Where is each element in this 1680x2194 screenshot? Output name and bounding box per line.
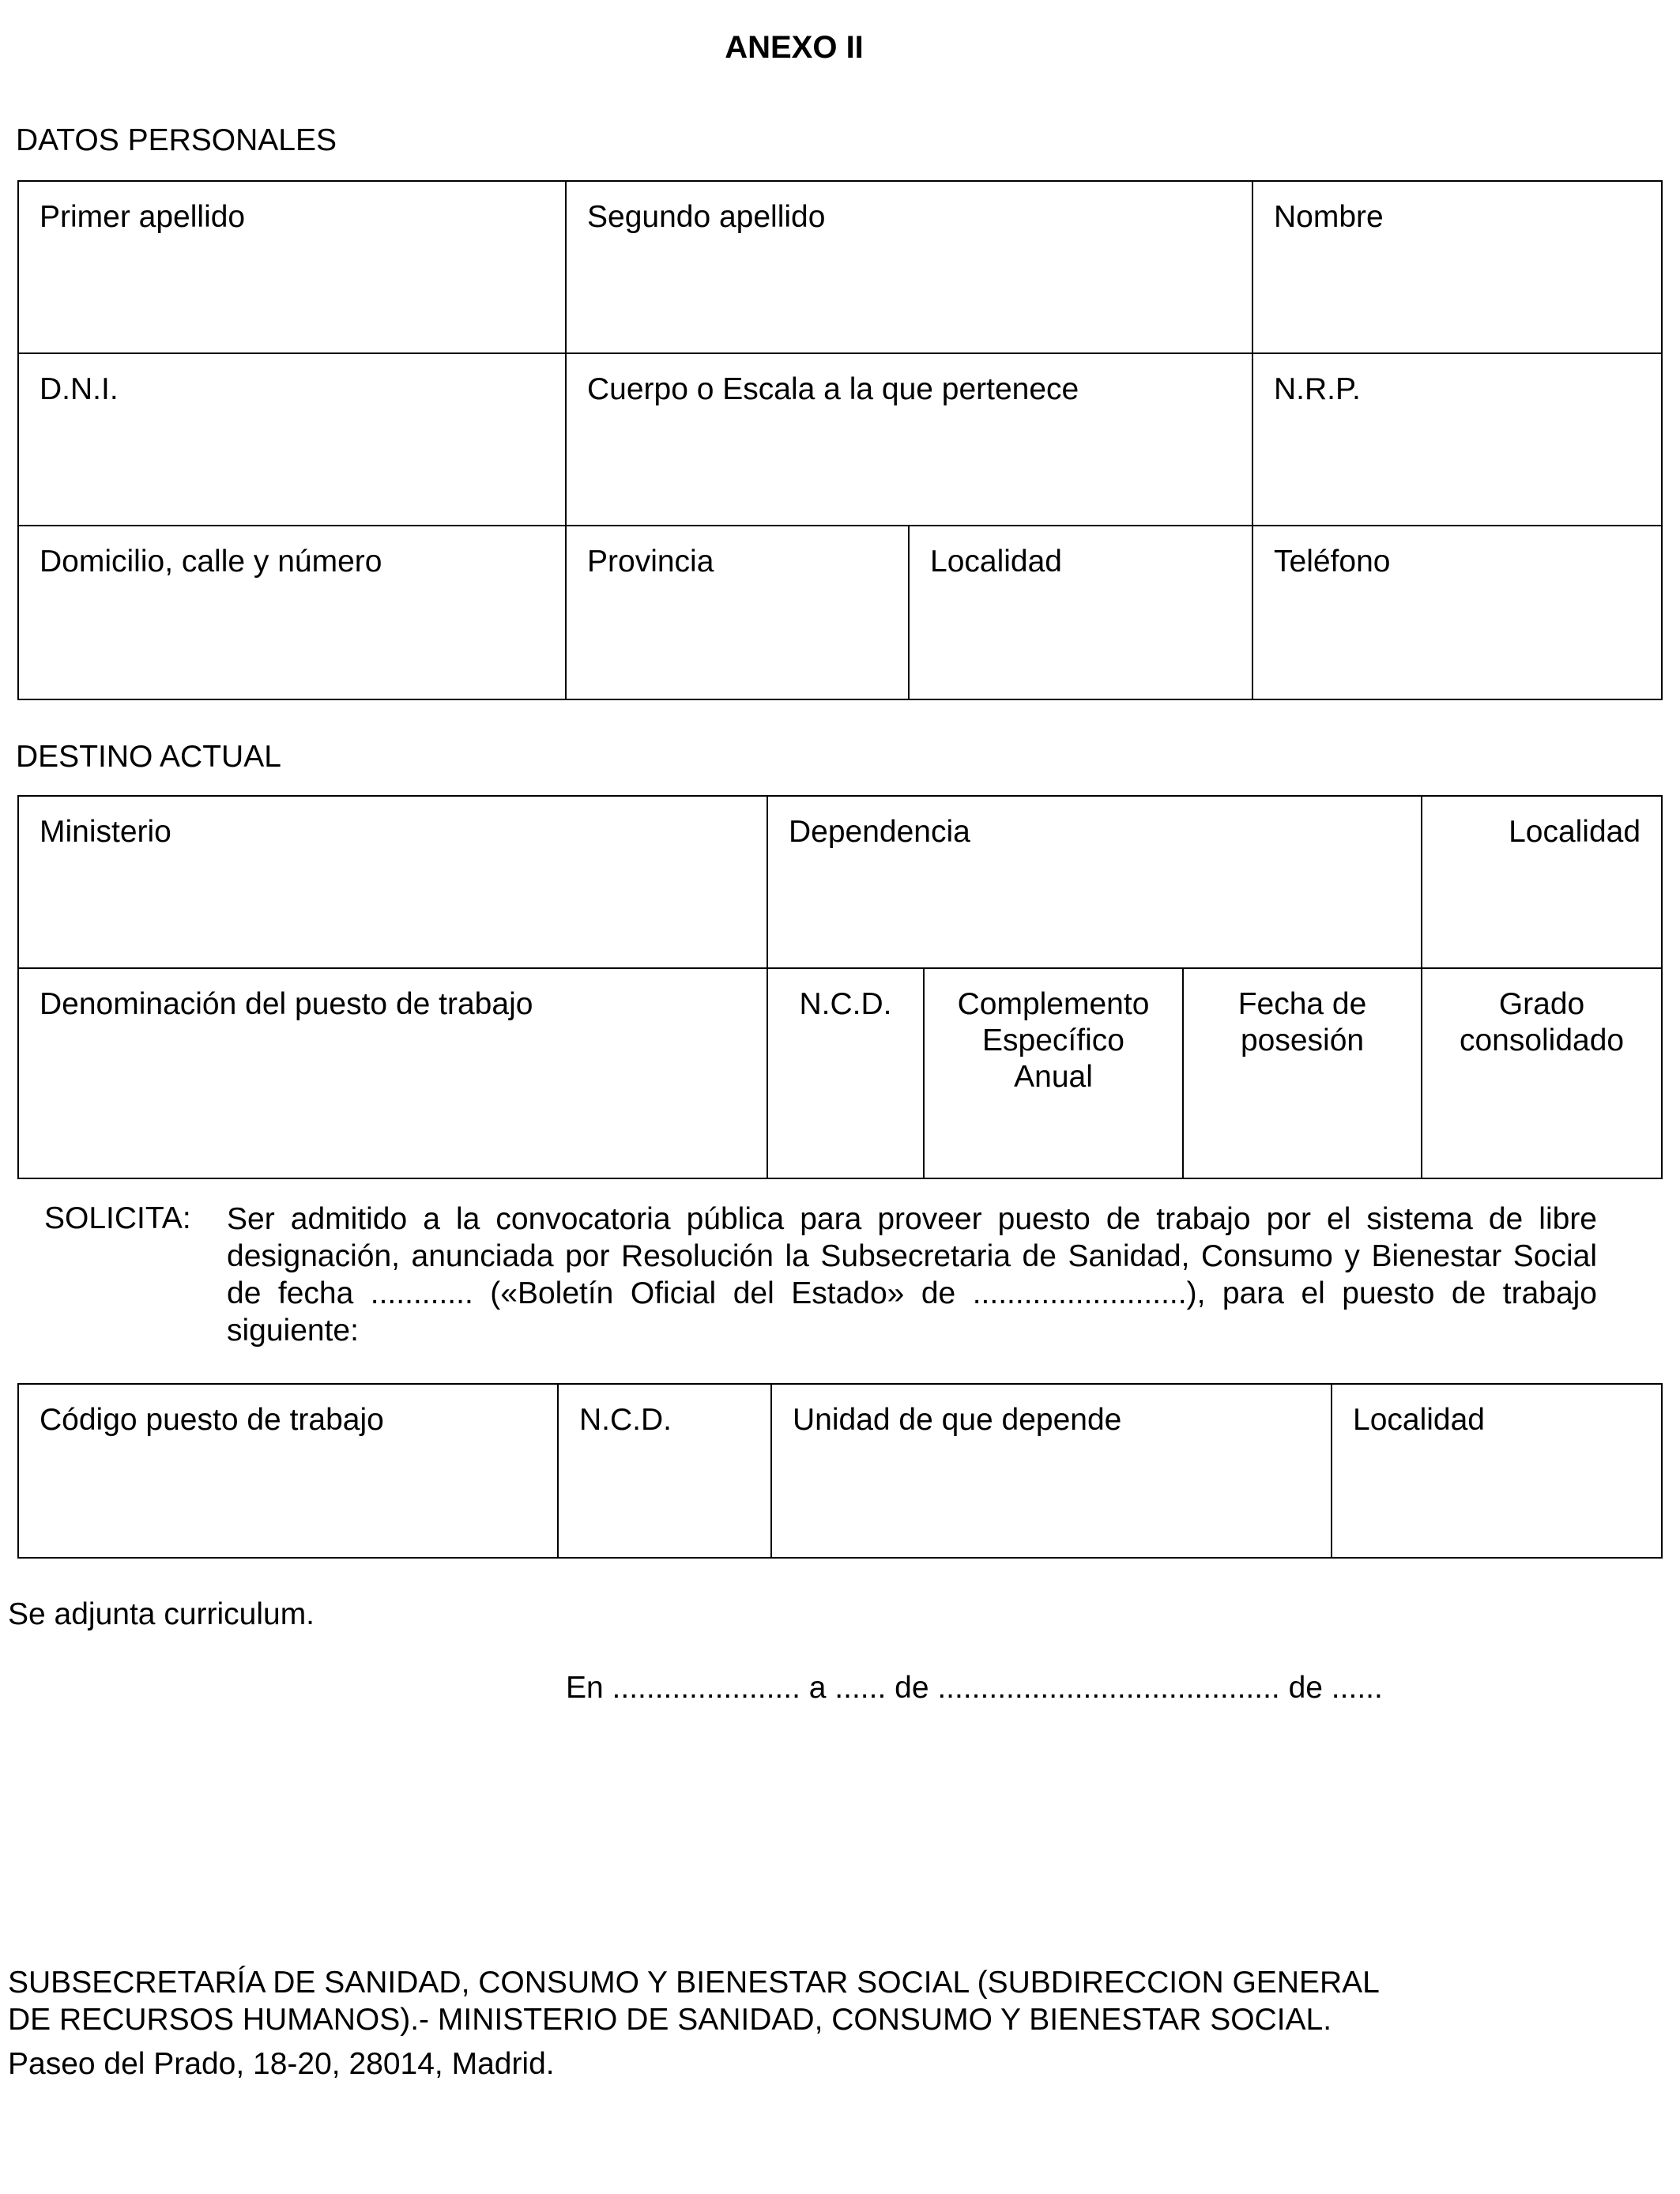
page-title: ANEXO II bbox=[725, 30, 864, 65]
field-domicilio[interactable]: Domicilio, calle y número bbox=[18, 526, 566, 699]
field-telefono[interactable]: Teléfono bbox=[1252, 526, 1662, 699]
footer-address: Paseo del Prado, 18-20, 28014, Madrid. bbox=[8, 2047, 555, 2081]
adjunta-curriculum: Se adjunta curriculum. bbox=[8, 1597, 315, 1631]
footer-line-2: DE RECURSOS HUMANOS).- MINISTERIO DE SANIDAD, CONSUMO Y BIENESTAR SOCIAL. bbox=[8, 2003, 1332, 2037]
field-codigo-puesto[interactable]: Código puesto de trabajo bbox=[18, 1384, 558, 1558]
field-segundo-apellido[interactable]: Segundo apellido bbox=[566, 181, 1252, 353]
field-dependencia[interactable]: Dependencia bbox=[767, 796, 1422, 968]
field-primer-apellido[interactable]: Primer apellido bbox=[18, 181, 566, 353]
field-complemento-especifico[interactable]: Complemento Específico Anual bbox=[924, 968, 1183, 1178]
solicita-label: SOLICITA: bbox=[44, 1201, 191, 1235]
field-nombre[interactable]: Nombre bbox=[1252, 181, 1662, 353]
solicita-text: Ser admitido a la convocatoria pública para proveer puesto de trabajo por el sistema de libre designación, anunciada por Resolución la Subsecretaria de Sanidad, Consumo y Bienestar Social de fecha ............ («Boletín Oficial del Estado» de .........................), para el puesto de trabajo siguiente: bbox=[227, 1202, 1597, 1348]
field-denominacion-puesto[interactable]: Denominación del puesto de trabajo bbox=[18, 968, 767, 1178]
field-ncd[interactable]: N.C.D. bbox=[767, 968, 924, 1178]
footer-line-1: SUBSECRETARÍA DE SANIDAD, CONSUMO Y BIENESTAR SOCIAL (SUBDIRECCION GENERAL bbox=[8, 1966, 1380, 2000]
field-nrp[interactable]: N.R.P. bbox=[1252, 353, 1662, 526]
field-cuerpo-escala[interactable]: Cuerpo o Escala a la que pertenece bbox=[566, 353, 1252, 526]
datos-personales-table bbox=[17, 180, 1663, 700]
field-grado-consolidado[interactable]: Grado consolidado bbox=[1422, 968, 1662, 1178]
field-ncd-solicitado[interactable]: N.C.D. bbox=[558, 1384, 771, 1558]
field-fecha-posesion[interactable]: Fecha de posesión bbox=[1183, 968, 1422, 1178]
section-heading-datos-personales: DATOS PERSONALES bbox=[16, 123, 337, 157]
puesto-solicitado-table bbox=[17, 1383, 1663, 1559]
field-ministerio[interactable]: Ministerio bbox=[18, 796, 767, 968]
field-dni[interactable]: D.N.I. bbox=[18, 353, 566, 526]
field-provincia[interactable]: Provincia bbox=[566, 526, 909, 699]
field-unidad-depende[interactable]: Unidad de que depende bbox=[771, 1384, 1332, 1558]
field-localidad[interactable]: Localidad bbox=[909, 526, 1252, 699]
field-localidad-solicitado[interactable]: Localidad bbox=[1332, 1384, 1662, 1558]
destino-actual-table bbox=[17, 795, 1663, 1179]
fecha-lugar-line: En ...................... a ...... de ........................................ de ...... bbox=[566, 1671, 1383, 1705]
section-heading-destino-actual: DESTINO ACTUAL bbox=[16, 740, 281, 774]
field-localidad-destino[interactable]: Localidad bbox=[1422, 796, 1662, 968]
